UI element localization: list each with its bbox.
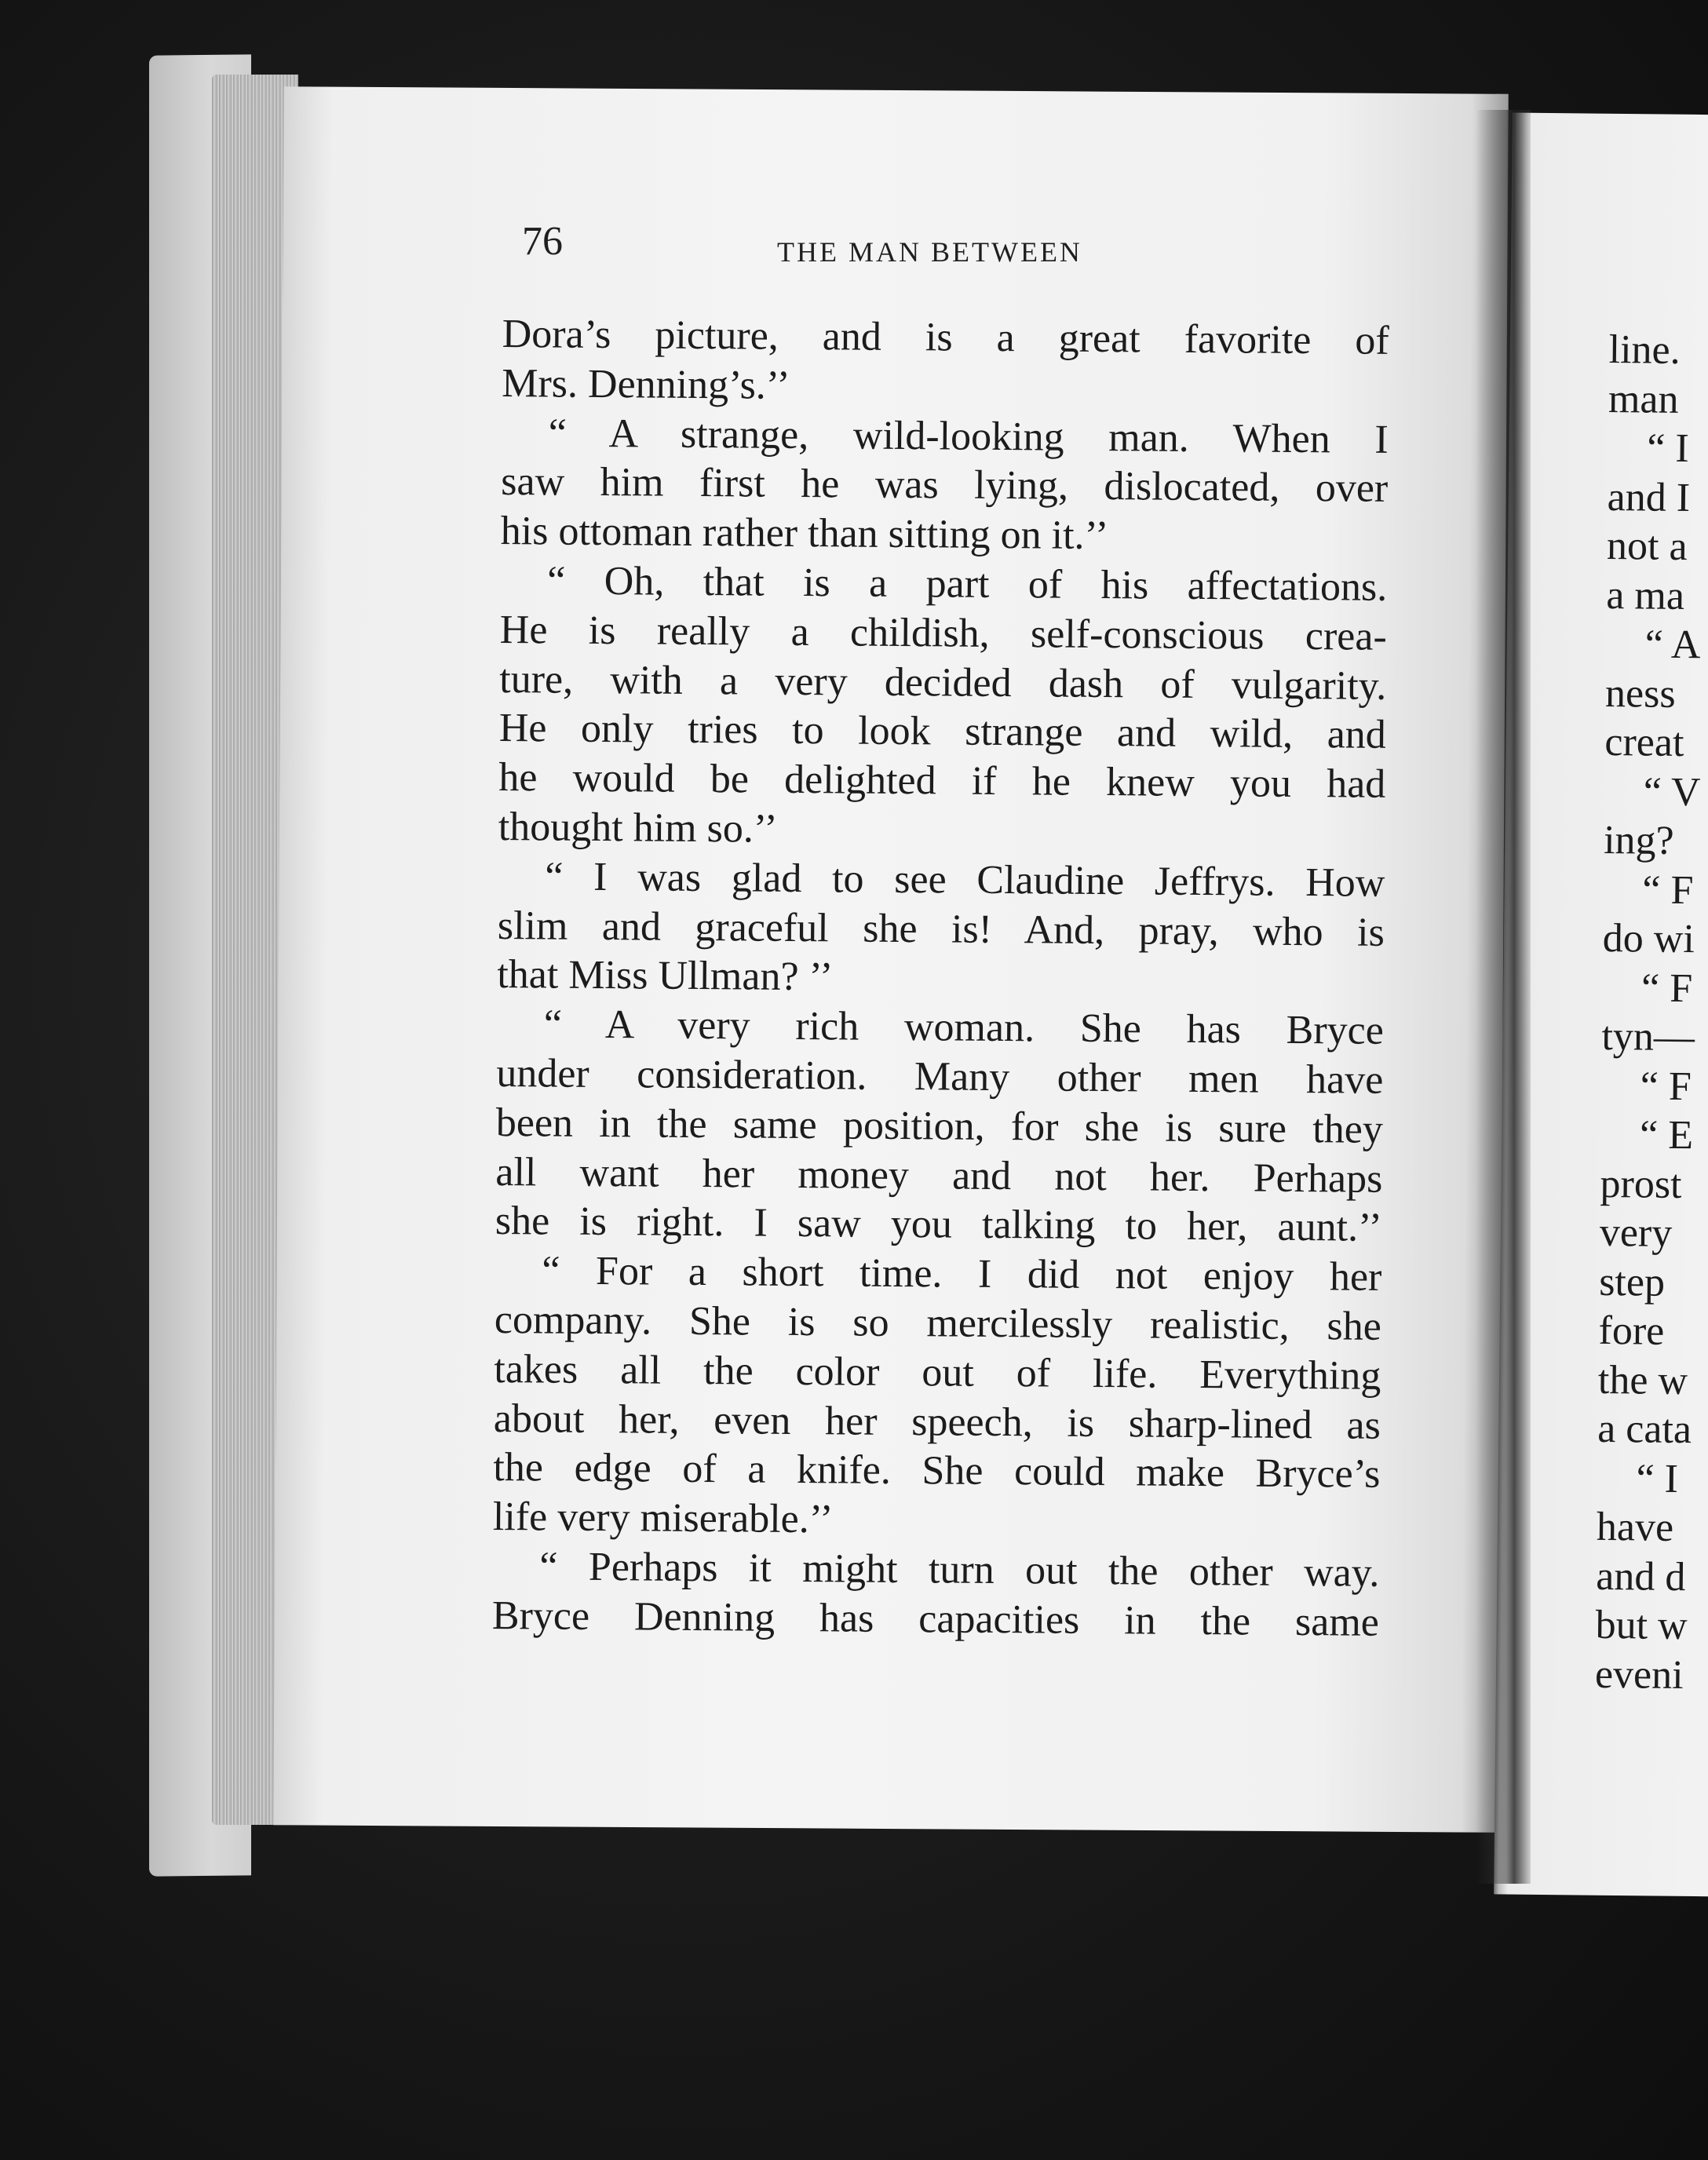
cropped-text-line: step [1598,1259,1666,1305]
right-page-body-text [1595,326,1708,1700]
text-line: about her, even her speech, is sharp-lined as [493,1396,1381,1448]
text-line: the edge of a knife. She could make Bryce’s [493,1445,1381,1498]
cropped-text-line: but w [1595,1602,1688,1649]
text-line: slim and graceful she is! And, pray, who is [497,903,1385,955]
cropped-text-line: a cata [1597,1406,1692,1453]
text-line: “ I was glad to see Claudine Jeffrys. How [545,854,1385,906]
cropped-text-line: ness [1604,670,1676,717]
text-line: “ Perhaps it might turn out the other way. [539,1544,1380,1596]
cropped-text-line: have [1596,1504,1674,1550]
text-line: that Miss Ullman? ’’ [497,952,834,1000]
left-page-body-text [492,310,1389,1647]
page-number: 76 [522,219,563,264]
cropped-text-line: “ A [1644,622,1701,668]
cropped-text-line: tyn— [1601,1013,1695,1060]
cropped-text-line: “ V [1643,768,1701,815]
cropped-text-line: “ F [1640,1063,1692,1109]
text-line: all want her money and not her. Perhaps [495,1149,1383,1202]
text-line: saw him first he was lying, dislocated, over [501,459,1389,512]
text-line: thought him so.’’ [498,804,778,852]
cropped-text-line: “ F [1640,965,1693,1011]
cropped-text-line: ing? [1603,817,1674,863]
cropped-text-line: “ F [1642,867,1694,913]
cropped-text-line: creat [1604,719,1684,766]
cropped-text-line: prost [1600,1161,1682,1207]
text-line: ture, with a very decided dash of vulgarity. [499,656,1387,709]
cropped-text-line: “ E [1639,1112,1694,1158]
book-gutter-shadow [1476,110,1531,1884]
text-line: takes all the color out of life. Everything [494,1346,1381,1399]
text-line: Dora’s picture, and is a great favorite of [502,311,1389,363]
cropped-text-line: “ I [1636,1455,1679,1501]
text-line: his ottoman rather than sitting on it.’’ [500,509,1109,559]
text-line: He is really a childish, self-conscious crea- [499,607,1387,659]
cropped-text-line: a ma [1606,572,1685,618]
text-line: he would be delighted if he knew you had [498,755,1386,808]
cropped-text-line: not a [1606,523,1688,570]
cropped-text-line: very [1599,1210,1673,1256]
cropped-text-line: line. [1608,327,1681,373]
running-head: THE MAN BETWEEN [777,236,1082,268]
text-line: she is right. I saw you talking to her, aunt.’’ [495,1199,1383,1251]
cropped-text-line: and d [1596,1553,1686,1600]
cropped-text-line: the w [1597,1357,1688,1403]
text-line: Mrs. Denning’s.’’ [502,360,790,408]
text-line: Bryce Denning has capacities in the same [491,1593,1380,1645]
cropped-text-line: and I [1607,474,1691,520]
text-line: “ Oh, that is a part of his affectations. [547,558,1388,610]
text-line: “ For a short time. I did not enjoy her [542,1248,1382,1300]
text-line: under consideration. Many other men have [496,1050,1384,1103]
cropped-text-line: fore [1598,1308,1665,1354]
text-line: life very miserable.’’ [492,1494,834,1542]
text-line: He only tries to look strange and wild, and [498,706,1387,758]
cropped-text-line: do wi [1602,915,1695,962]
cropped-text-line: man [1608,376,1679,422]
cropped-text-line: eveni [1594,1651,1684,1698]
cropped-text-line: “ I [1647,425,1690,472]
text-line: “ A very rich woman. She has Bryce [543,1002,1385,1054]
text-line: “ A strange, wild-looking man. When I [548,410,1389,462]
text-line: company. She is so mercilessly realistic, she [494,1297,1382,1349]
text-line: been in the same position, for she is sure they [495,1100,1384,1152]
